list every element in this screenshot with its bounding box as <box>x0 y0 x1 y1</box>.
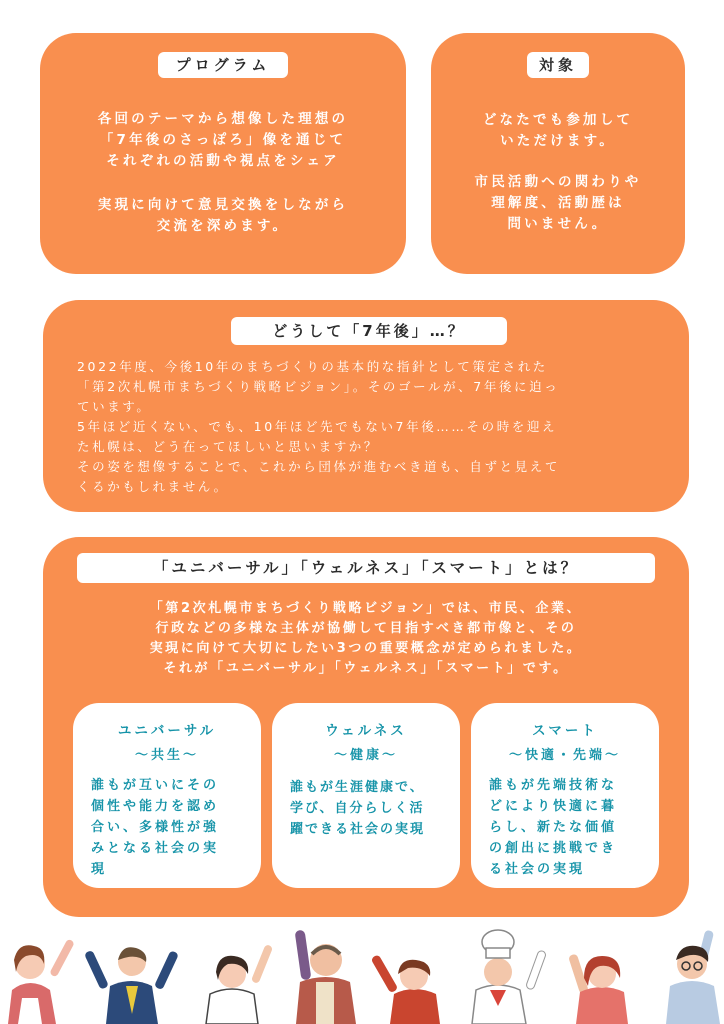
why-text: 2022年度、今後10年のまちづくりの基本的な指針として策定された 「第2次札幌市まちづくり戦略ビジョン」。そのゴールが、7年後に迫っ ています。 5年ほど近くない、でも、10年ほど先でもない7年後……その時を迎え た札幌は、どう在ってほしいと思いますか？ その姿を想像することで、これから団体が進むべき道も、自ずと見えて くるかもしれません。 <box>77 359 560 494</box>
program-text-2: 実現に向けて意見交換をしながら 交流を深めます。 <box>97 197 349 234</box>
people-illustration <box>0 920 724 1024</box>
target-title: 対象 <box>527 52 589 78</box>
concept-smart-card <box>471 703 659 888</box>
concept-name: スマート <box>532 723 598 739</box>
person-3-figure <box>206 944 273 1024</box>
concepts-text: 「第2次札幌市まちづくり戦略ビジョン」では、市民、企業、 行政などの多様な主体が協働して目指すべき都市像と、その 実現に向けて大切にしたい3つの重要概念が定められました。 それが「ユニバーサル」「ウェルネス」「スマート」です。 <box>149 601 583 676</box>
concept-name: ユニバーサル <box>117 723 217 739</box>
concept-description: 誰もが先端技術な どにより快適に暮 らし、新たな価値 の創出に挑戦でき る社会の実現 <box>489 778 618 877</box>
concept-wellness-card <box>272 703 460 888</box>
person-7-figure <box>568 953 628 1024</box>
person-1-figure <box>8 938 75 1024</box>
person-2-figure <box>84 947 179 1024</box>
person-8-figure <box>666 930 720 1024</box>
target-text-2: 市民活動への関わりや 理解度、活動歴は 問いません。 <box>474 174 642 232</box>
program-text-1: 各回のテーマから想像した理想の 「7年後のさっぽろ」像を通じて それぞれの活動や視点をシェア <box>97 111 349 169</box>
concept-name: ウェルネス <box>325 723 407 739</box>
person-5-figure <box>371 954 440 1024</box>
concepts-card <box>43 537 689 917</box>
person-4-figure <box>295 930 356 1024</box>
concept-universal-card <box>73 703 261 888</box>
concepts-title: 「ユニバーサル」「ウェルネス」「スマート」とは？ <box>77 553 655 583</box>
concept-subtitle: ～共生～ <box>134 748 199 763</box>
concept-description: 誰もが生涯健康で、 学び、自分らしく活 躍できる社会の実現 <box>290 780 426 837</box>
concept-subtitle: ～快適・先端～ <box>508 748 621 763</box>
target-text-1: どなたでも参加して いただけます。 <box>482 112 634 149</box>
program-card <box>40 33 406 274</box>
why-card <box>43 300 689 512</box>
program-title: プログラム <box>158 52 288 78</box>
concept-subtitle: ～健康～ <box>333 748 398 763</box>
why-title: どうして「7年後」…？ <box>231 317 507 345</box>
person-6-figure <box>472 930 547 1024</box>
concept-description: 誰もが互いにその 個性や能力を認め 合い、多様性が強 みとなる社会の実 現 <box>91 778 220 877</box>
target-card <box>431 33 685 274</box>
